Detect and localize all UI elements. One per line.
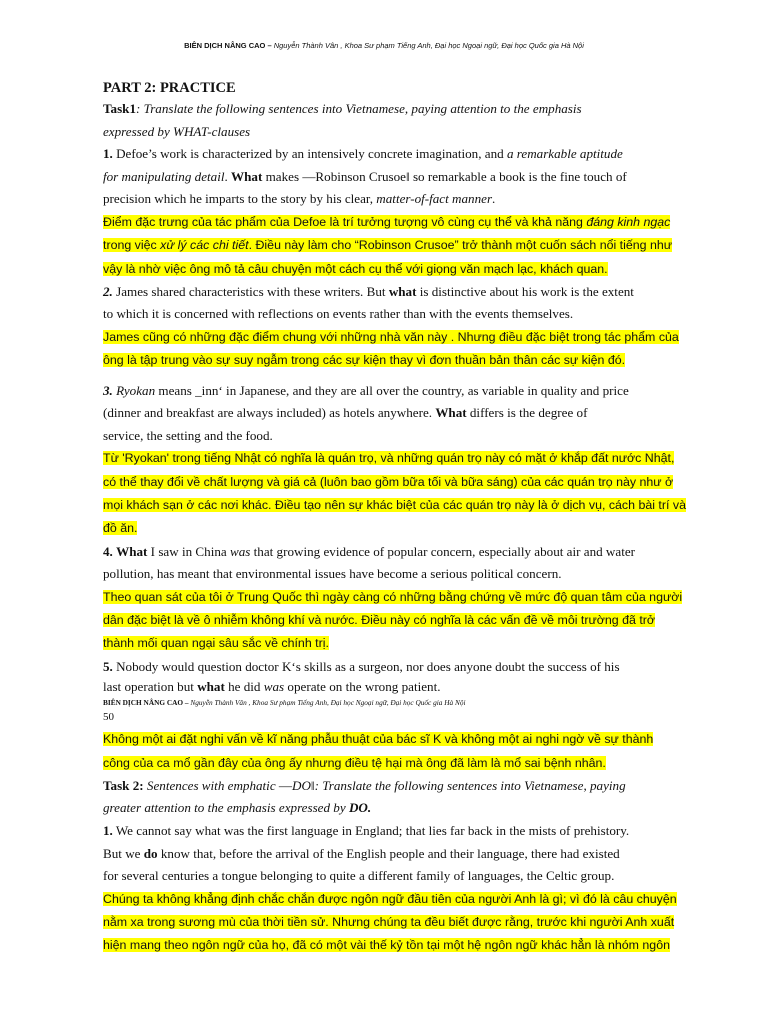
task2-instruction: Task 2: Sentences with emphatic ―DO‖: Translate the following sentences into Vietnamese, paying xyxy=(103,777,626,793)
document-body: PART 2: PRACTICE Task1: Translate the following sentences into Vietnamese, paying attention to the emphasis expressed by WHAT-clauses 1. Defoe’s work is characterized by an intensively concrete imagination, and a remarkable aptitude for manipulating detail. What makes ―Robinson Crusoe‖ so remarkable a book is the fine touch of precision which he imparts to the story by his clear, matter-of-fact manner. Điểm đặc trưng của tác phẩm của Defoe là trí tưởng tượng vô cùng cụ thể và khả năng đáng kinh ngạc trong việc xử lý các chi tiết. Điều này làm cho “Robinson Crusoe” trở thành một cuốn sách nổi tiếng như vậy là nhờ việc ông mô tả câu chuyện một cách cụ thể với giọng văn mạch lạc, khách quan. 2. James shared characteristics with these writers. But what is distinctive about his work is the extent to which it is concerned with reflections on events rather than with the events themselves. James cũng có những đặc điểm chung với những nhà văn này . Nhưng điều đặc biệt trong tác phẩm của ông là tập trung vào sự suy ngẫm trong các sự kiện thay vì đơn thuần bản thân các sự kiện đó. 3. Ryokan means _inn‘ in Japanese, and they are all over the country, as variable in quality and price (dinner and breakfast are always included) as hotels anywhere. What differs is the degree of service, the setting and the food. Từ 'Ryokan' trong tiếng Nhật có nghĩa là quán trọ, và những quán trọ này có mặt ở khắp đất nước Nhật, có thể thay đổi về chất lượng và giá cả (luôn bao gồm bữa tối và bữa sáng) của các quán trọ này như ở mọi khách sạn ở các nơi khác. Điều tạo nên sự khác biệt của các quán trọ này là ở dịch vụ, cách bài trí và đồ ăn. 4. What I saw in China was that growing evidence of popular concern, especially about air and water pollution, has meant that environmental issues have become a serious political concern. Theo quan sát của tôi ở Trung Quốc thì ngày càng có những bằng chứng về mức độ quan tâm của người dân đặc biệt là về ô nhiễm không khí và nước. Điều này có nghĩa là các vấn đề về môi trường đã trở thành mối quan ngại sâu sắc về chính trị. 5. Nobody would question doctor K‘s skills as a surgeon, nor does anyone doubt the success of his last operation but what he did was operate on the wrong patient. BIÊN DỊCH NÂNG CAO – Nguyễn Thành Vân , Khoa Sư phạm Tiếng Anh, Đại học Ngoại ngữ, Đại học Quốc gia Hà Nội 50 Không một ai đặt nghi vấn về kĩ năng phẫu thuật của bác sĩ K và không một ai nghi ngờ về sự thành công của ca mổ gần đây của ông ấy nhưng điều tệ hại mà ông đã làm là mổ sai bệnh nhân. Task 2: Sentences with emphatic ―DO‖: Translate the following sentences into Vietnamese, paying greater attention to the emphasis expressed by DO. 1. We cannot say what was the first language in England; that lies far back in the mists of prehistory. But we do know that, before the arrival of the English people and their language, there had existed for several centuries a tongue belonging to quite a different family of languages, the Celtic group. Chúng ta không khẳng định chắc chắn được ngôn ngữ đầu tiên của người Anh là gì; vì đó là câu chuyện nằm xa trong sương mù của thời tiền sử. Nhưng chúng ta đều biết được rằng, trước khi người Anh xuất hiện mang theo ngôn ngữ của họ, đã có một vài thế kỷ tồn tại một hệ ngôn ngữ khác hẳn là nhóm ngôn xyxy=(103,76,703,958)
item4-number: 4. xyxy=(103,543,113,559)
task2-item1-number: 1. xyxy=(103,823,113,839)
item1-number: 1. xyxy=(103,146,113,162)
task1-instruction xyxy=(103,98,703,121)
task2-label: Task 2: xyxy=(103,777,144,793)
item3-vietnamese: Từ 'Ryokan' trong tiếng Nhật có nghĩa là quán trọ, và những quán trọ này có mặt ở khắp đất nước Nhật, xyxy=(103,451,675,466)
page-header xyxy=(0,41,768,50)
item3-english: 3. Ryokan means _inn‘ in Japanese, and they are all over the country, as variable in quality and price xyxy=(103,382,629,398)
page-number: 50 xyxy=(103,711,114,724)
task1-instruction-text-2: expressed by WHAT-clauses xyxy=(103,123,251,139)
part-title: PART 2: PRACTICE xyxy=(103,80,236,96)
item4-vietnamese: Theo quan sát của tôi ở Trung Quốc thì ngày càng có những bằng chứng về mức độ quan tâm của người xyxy=(103,589,683,604)
header-author-affiliation: Nguyễn Thành Vân , Khoa Sư phạm Tiếng Anh, Đại học Ngoại ngữ, Đại học Quốc gia Hà Nội xyxy=(273,41,584,50)
task2-item1-vietnamese: Chúng ta không khẳng định chắc chắn được ngôn ngữ đầu tiên của người Anh là gì; vì đó là câu chuyện xyxy=(103,891,677,906)
item2-vietnamese: James cũng có những đặc điểm chung với những nhà văn này . Nhưng điều đặc biệt trong tác phẩm của xyxy=(103,330,679,345)
task2-item1-english: 1. We cannot say what was the first language in England; that lies far back in the mists of prehistory. xyxy=(103,823,630,839)
item1-english: 1. Defoe’s work is characterized by an intensively concrete imagination, and a remarkable aptitude xyxy=(103,146,623,162)
item3-number: 3. xyxy=(103,382,113,398)
item1-vietnamese: Điểm đặc trưng của tác phẩm của Defoe là trí tưởng tượng vô cùng cụ thể và khả năng đáng kinh ngạc xyxy=(103,214,671,229)
inline-page-header: BIÊN DỊCH NÂNG CAO – Nguyễn Thành Vân , Khoa Sư phạm Tiếng Anh, Đại học Ngoại ngữ, Đại học Quốc gia Hà Nội xyxy=(103,698,466,708)
item2-number: 2. xyxy=(103,283,113,299)
item4-english: 4. What I saw in China was that growing evidence of popular concern, especially about air and water xyxy=(103,543,636,559)
task1-instruction-text: : Translate the following sentences into Vietnamese, paying attention to the emphasis xyxy=(136,101,582,116)
task1-label: Task1 xyxy=(103,101,137,116)
item5-english: 5. Nobody would question doctor K‘s skills as a surgeon, nor does anyone doubt the success of his xyxy=(103,658,620,674)
item5-number: 5. xyxy=(103,658,113,674)
header-course-title: BIÊN DỊCH NÂNG CAO – xyxy=(184,41,274,50)
item2-english: 2. James shared characteristics with these writers. But what is distinctive about his work is the extent xyxy=(103,283,634,299)
item5-vietnamese: Không một ai đặt nghi vấn về kĩ năng phẫu thuật của bác sĩ K và không một ai nghi ngờ về sự thành xyxy=(103,732,654,747)
